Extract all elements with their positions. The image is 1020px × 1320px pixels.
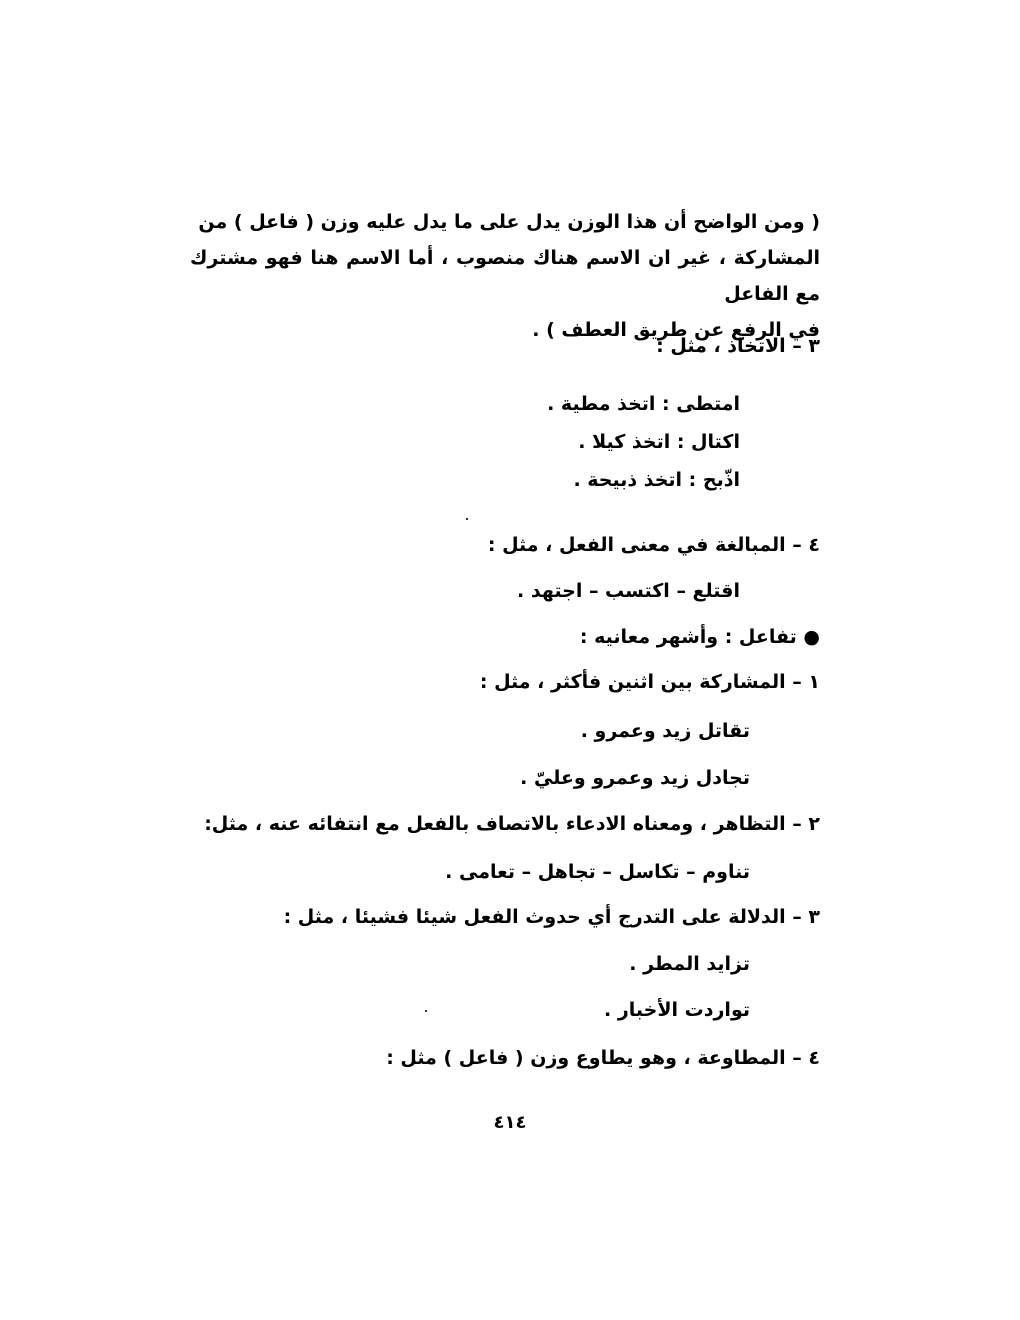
item-4-heading: ٤ – المبالغة في معنى الفعل ، مثل : <box>487 534 820 556</box>
example-line: اذّبح : اتخذ ذبيحة . <box>573 469 740 491</box>
example-line: اقتلع – اكتسب – اجتهد . <box>517 580 740 602</box>
scan-speck <box>425 1010 427 1012</box>
intro-line-3: في الرفع عن طريق العطف ) . <box>532 319 820 341</box>
example-line: تجادل زيد وعمرو وعليّ . <box>520 767 750 789</box>
example-line: تقاتل زيد وعمرو . <box>580 720 750 742</box>
example-line: تزايد المطر . <box>629 953 750 975</box>
tafaal-item-3-heading: ٣ – الدلالة على التدرج أي حدوث الفعل شيئا فشيئا ، مثل : <box>283 906 820 928</box>
intro-line-2: المشاركة ، غير ان الاسم هناك منصوب ، أما الاسم هنا فهو مشترك مع الفاعل <box>190 247 820 305</box>
intro-paragraph <box>190 204 820 348</box>
intro-line-1: ( ومن الواضح أن هذا الوزن يدل على ما يدل عليه وزن ( فاعل ) من <box>198 211 820 233</box>
item-3-heading: ٣ – الاتخاذ ، مثل : <box>656 335 820 357</box>
tafaal-item-4-heading: ٤ – المطاوعة ، وهو يطاوع وزن ( فاعل ) مثل : <box>386 1047 820 1069</box>
example-line: امتطى : اتخذ مطية . <box>547 393 740 415</box>
example-line: اكتال : اتخذ كيلا . <box>578 431 740 453</box>
page-number: ٤١٤ <box>493 1112 527 1133</box>
tafaal-item-1-heading: ١ – المشاركة بين اثنين فأكثر ، مثل : <box>479 671 820 693</box>
tafaal-item-2-heading: ٢ – التظاهر ، ومعناه الادعاء بالاتصاف بالفعل مع انتفائه عنه ، مثل: <box>204 813 820 835</box>
example-line: تواردت الأخبار . <box>604 999 750 1021</box>
section-title-tafaal: ● تفاعل : وأشهر معانيه : <box>579 626 820 648</box>
scan-speck <box>466 518 468 520</box>
example-line: تناوم – تكاسل – تجاهل – تعامى . <box>445 861 750 883</box>
